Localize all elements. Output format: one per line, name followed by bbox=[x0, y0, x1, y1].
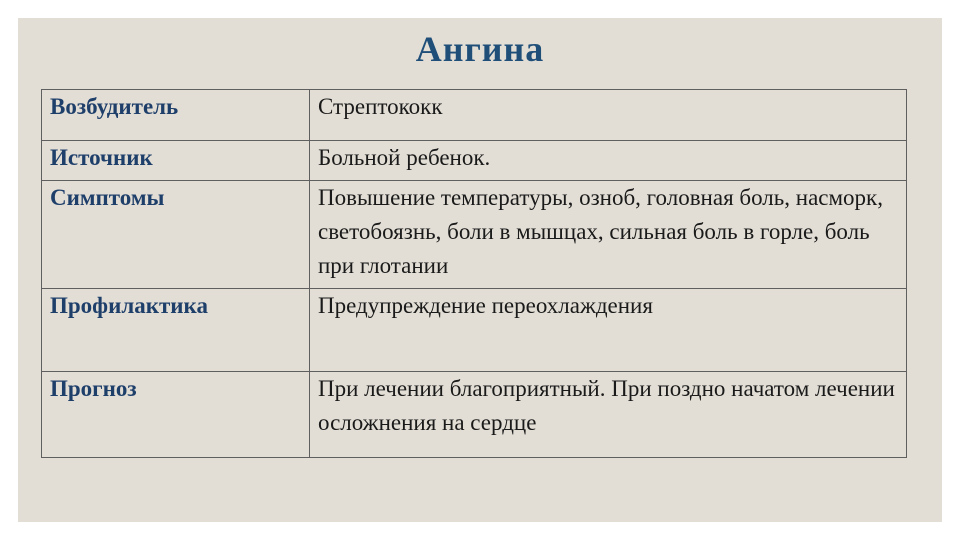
table-row bbox=[42, 90, 907, 141]
slide-title: Ангина bbox=[415, 29, 545, 69]
info-table bbox=[41, 89, 907, 458]
table-row bbox=[42, 372, 907, 458]
row-value: При лечении благоприятный. При поздно начатом лечении осложнения на сердце bbox=[310, 372, 907, 458]
row-key: Источник bbox=[42, 141, 310, 181]
row-value: Больной ребенок. bbox=[310, 141, 907, 181]
table-row bbox=[42, 141, 907, 181]
row-value: Стрептококк bbox=[310, 90, 907, 141]
row-value: Предупреждение переохлаждения bbox=[310, 289, 907, 372]
row-key: Симптомы bbox=[42, 181, 310, 289]
table-row bbox=[42, 289, 907, 372]
row-key: Возбудитель bbox=[42, 90, 310, 141]
row-value: Повышение температуры, озноб, головная боль, насморк, светобоязнь, боли в мышцах, сильная боль в горле, боль при глотании bbox=[310, 181, 907, 289]
row-key: Профилактика bbox=[42, 289, 310, 372]
row-key: Прогноз bbox=[42, 372, 310, 458]
table-row bbox=[42, 181, 907, 289]
